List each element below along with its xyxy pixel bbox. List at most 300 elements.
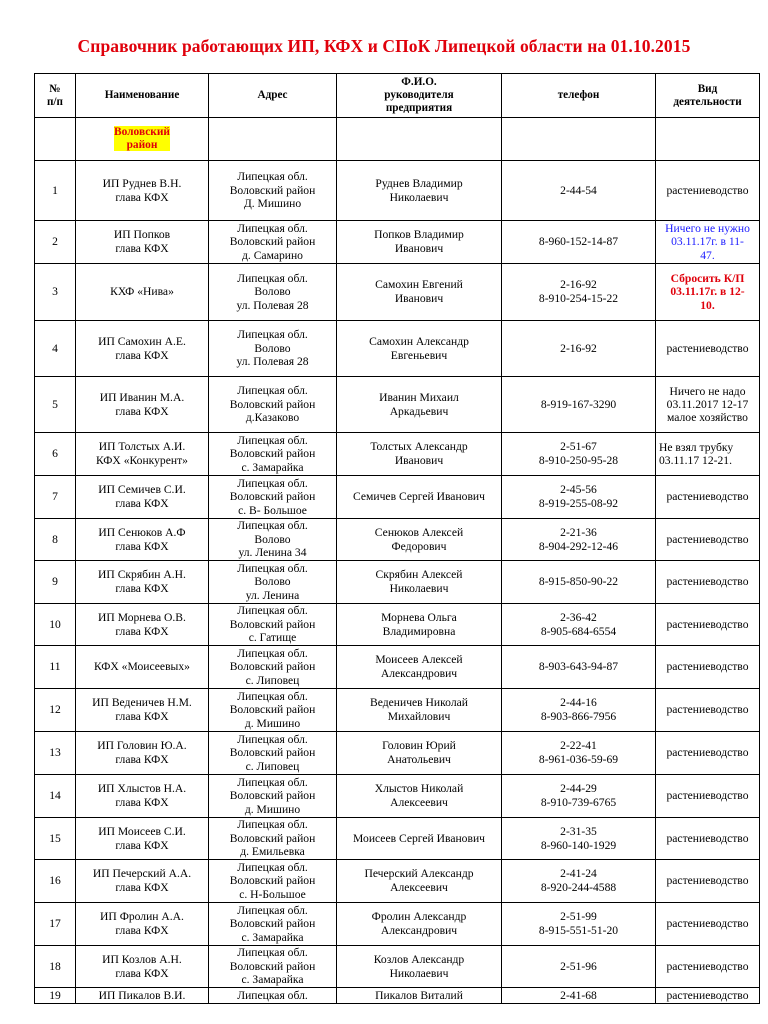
- cell-line: с. Гатище: [248, 631, 297, 645]
- cell-line: Липецкая обл.: [237, 433, 308, 447]
- cell-line: растениеводство: [666, 917, 749, 931]
- cell-line: 2-41-24: [560, 867, 597, 881]
- cell-phone-text: [504, 696, 653, 723]
- header-address: Адрес: [209, 74, 337, 118]
- cell-phone: [502, 604, 656, 646]
- cell-line: ИП Пикалов В.И.: [98, 988, 186, 1002]
- cell-head-text: [339, 228, 499, 255]
- cell-line: ИП Фролин А.А.: [100, 910, 184, 924]
- cell-activity-text: [658, 575, 757, 588]
- cell-line: ИП Попков: [113, 228, 171, 242]
- activity-note: [658, 272, 757, 312]
- activity-note: [658, 222, 757, 262]
- cell-line: Волово: [254, 285, 291, 299]
- cell-name-text: [78, 825, 206, 852]
- cell-name-text: [78, 391, 206, 418]
- cell-activity: [656, 561, 760, 604]
- cell-line: Иванович: [394, 242, 444, 255]
- cell-line: глава КФХ: [115, 624, 169, 638]
- registry-table: [34, 73, 760, 1004]
- table-row: [35, 946, 760, 988]
- table-row: [35, 732, 760, 775]
- cell-activity: [656, 689, 760, 732]
- cell-line: 2-31-35: [560, 824, 597, 838]
- cell-name-text: [78, 910, 206, 937]
- cell-line: 8-915-850-90-22: [538, 575, 619, 589]
- cell-name-text: [78, 483, 206, 510]
- cell-address-text: [211, 477, 334, 518]
- cell-name-text: [78, 696, 206, 723]
- cell-line: глава КФХ: [115, 966, 169, 980]
- cell-phone-text: [504, 960, 653, 974]
- cell-num: 3: [35, 264, 76, 321]
- cell-line: растениеводство: [666, 341, 749, 355]
- cell-activity: [656, 264, 760, 321]
- cell-address: [209, 732, 337, 775]
- cell-name: [76, 818, 209, 860]
- district-label: [114, 126, 170, 151]
- cell-line: Моисеев Сергей Иванович: [353, 831, 485, 845]
- cell-line: растениеводство: [666, 746, 749, 760]
- district-phone-cell: [502, 118, 656, 161]
- cell-line: малое хозяйство: [667, 411, 748, 425]
- cell-line: Воловский район: [229, 917, 316, 931]
- cell-address: [209, 646, 337, 689]
- cell-head-text: [339, 989, 499, 1003]
- cell-line: Липецкая обл.: [237, 646, 308, 660]
- district-activity-cell: [656, 118, 760, 161]
- cell-address: [209, 221, 337, 264]
- cell-line: растениеводство: [666, 703, 749, 717]
- cell-line: Пикалов Виталий: [375, 988, 463, 1002]
- cell-phone-text: [504, 483, 653, 510]
- cell-phone-text: [504, 235, 653, 249]
- cell-line: 2-44-54: [560, 183, 597, 197]
- cell-phone-text: [504, 910, 653, 937]
- cell-num: 10: [35, 604, 76, 646]
- cell-line: 47.: [700, 248, 715, 262]
- cell-head-text: [339, 335, 499, 362]
- cell-num: 16: [35, 860, 76, 903]
- cell-phone: [502, 818, 656, 860]
- activity-note: [658, 385, 757, 425]
- cell-line: Александрович: [380, 667, 458, 680]
- cell-phone-text: [504, 278, 653, 305]
- cell-line: 8-919-255-08-92: [538, 497, 619, 510]
- cell-line: Липецкая обл.: [237, 818, 308, 832]
- cell-num: 19: [35, 988, 76, 1004]
- table-row: [35, 561, 760, 604]
- cell-line: ИП Толстых А.И.: [98, 440, 186, 454]
- cell-line: ул. Ленина: [245, 588, 300, 602]
- cell-line: Алексеевич: [390, 881, 448, 894]
- cell-line: растениеводство: [666, 490, 749, 504]
- cell-address: [209, 561, 337, 604]
- cell-activity: [656, 433, 760, 476]
- cell-line: Семичев Сергей Иванович: [353, 490, 485, 504]
- cell-line: Моисеев Алексей: [375, 653, 463, 667]
- cell-name-text: [78, 782, 206, 809]
- table-row: [35, 161, 760, 221]
- cell-activity: [656, 646, 760, 689]
- cell-line: Хлыстов Николай: [374, 782, 464, 796]
- cell-line: растениеводство: [666, 988, 749, 1002]
- cell-address: [209, 689, 337, 732]
- cell-line: растениеводство: [666, 183, 749, 197]
- cell-num: 8: [35, 519, 76, 561]
- cell-line: с. В- Большое: [238, 503, 307, 517]
- cell-line: Самохин Александр: [369, 334, 469, 348]
- header-head-line: руководителя: [384, 89, 454, 101]
- cell-address-text: [211, 989, 334, 1003]
- cell-head: [337, 946, 502, 988]
- cell-line: ИП Самохин А.Е.: [98, 334, 186, 348]
- cell-address-text: [211, 733, 334, 774]
- cell-line: Владимировна: [382, 624, 456, 638]
- cell-num: 17: [35, 903, 76, 946]
- cell-num: 12: [35, 689, 76, 732]
- cell-line: Воловский район: [229, 959, 316, 973]
- district-head-cell: [337, 118, 502, 161]
- cell-line: 2-51-99: [560, 910, 597, 924]
- cell-line: растениеводство: [666, 831, 749, 845]
- cell-line: д. Самарино: [242, 248, 303, 262]
- cell-line: Самохин Евгений: [375, 278, 463, 292]
- cell-line: Д. Мишино: [243, 197, 302, 211]
- cell-phone: [502, 476, 656, 519]
- cell-line: ИП Скрябин А.Н.: [98, 568, 186, 582]
- cell-phone: [502, 946, 656, 988]
- cell-line: Веденичев Николай: [370, 696, 468, 710]
- cell-address: [209, 377, 337, 433]
- cell-line: ИП Головин Ю.А.: [97, 739, 187, 753]
- cell-line: Воловский район: [229, 490, 316, 504]
- cell-line: Руднев Владимир: [375, 176, 463, 190]
- table-header-row: [35, 74, 760, 118]
- cell-line: 2-16-92: [560, 341, 597, 355]
- cell-activity-text: [658, 660, 757, 673]
- header-num-line: п/п: [46, 95, 63, 108]
- cell-line: 8-961-036-59-69: [538, 753, 619, 766]
- cell-address: [209, 433, 337, 476]
- cell-head-text: [339, 653, 499, 680]
- cell-address: [209, 604, 337, 646]
- cell-line: 2-51-67: [560, 440, 597, 454]
- cell-head-text: [339, 490, 499, 504]
- cell-activity: [656, 946, 760, 988]
- header-num: [35, 74, 76, 118]
- cell-phone-text: [504, 825, 653, 852]
- cell-name: [76, 860, 209, 903]
- cell-line: Воловский район: [229, 831, 316, 845]
- cell-line: 2-41-68: [560, 988, 597, 1002]
- cell-line: д.Казаково: [245, 411, 300, 425]
- cell-address: [209, 860, 337, 903]
- cell-name-text: [78, 440, 206, 467]
- cell-line: Сенюков Алексей: [374, 525, 464, 539]
- cell-address-text: [211, 861, 334, 902]
- cell-head: [337, 604, 502, 646]
- cell-line: Воловский район: [229, 746, 316, 760]
- cell-address-text: [211, 690, 334, 731]
- cell-line: растениеводство: [666, 959, 749, 973]
- cell-address-text: [211, 647, 334, 688]
- cell-line: 8-920-244-4588: [540, 881, 617, 894]
- header-num-line: №: [49, 82, 61, 95]
- cell-line: с. Замарайка: [241, 460, 304, 474]
- cell-line: 2-44-16: [560, 696, 597, 710]
- cell-line: Воловский район: [229, 789, 316, 803]
- cell-line: Попков Владимир: [374, 228, 464, 242]
- cell-activity: [656, 519, 760, 561]
- cell-activity-text: [658, 789, 757, 802]
- cell-line: Николаевич: [389, 582, 449, 595]
- table-row: [35, 988, 760, 1004]
- cell-line: ИП Морнева О.В.: [98, 610, 186, 624]
- cell-line: ИП Иванин М.А.: [99, 390, 185, 404]
- cell-address: [209, 321, 337, 377]
- cell-line: 2-16-92: [560, 278, 597, 292]
- cell-num: 9: [35, 561, 76, 604]
- cell-line: 8-960-140-1929: [540, 838, 617, 852]
- cell-head: [337, 433, 502, 476]
- cell-activity-text: [658, 703, 757, 716]
- cell-phone: [502, 561, 656, 604]
- cell-address-text: [211, 562, 334, 603]
- cell-head: [337, 775, 502, 818]
- cell-activity: [656, 221, 760, 264]
- cell-line: Воловский район: [229, 703, 316, 717]
- cell-line: ИП Хлыстов Н.А.: [97, 782, 187, 796]
- cell-line: Липецкая обл.: [237, 519, 308, 533]
- cell-line: Николаевич: [389, 966, 449, 980]
- cell-activity-text: [658, 832, 757, 845]
- cell-line: ул. Полевая 28: [236, 298, 309, 312]
- table-row: [35, 264, 760, 321]
- cell-head: [337, 221, 502, 264]
- table-row: [35, 221, 760, 264]
- cell-phone: [502, 161, 656, 221]
- cell-line: Фролин Александр: [371, 910, 467, 924]
- cell-head-text: [339, 910, 499, 937]
- cell-line: растениеводство: [666, 660, 749, 674]
- cell-line: Аркадьевич: [389, 404, 449, 418]
- cell-phone-text: [504, 184, 653, 198]
- cell-address-text: [211, 434, 334, 475]
- cell-phone: [502, 377, 656, 433]
- cell-activity: [656, 604, 760, 646]
- cell-activity-text: [658, 184, 757, 197]
- cell-address: [209, 818, 337, 860]
- table-row: [35, 604, 760, 646]
- cell-line: Липецкая обл.: [237, 903, 308, 917]
- cell-activity: [656, 988, 760, 1004]
- cell-line: 2-36-42: [560, 610, 597, 624]
- cell-line: КХФ «Нива»: [110, 285, 174, 299]
- cell-line: ИП Козлов А.Н.: [102, 952, 182, 966]
- cell-line: Воловский район: [229, 617, 316, 631]
- cell-line: Морнева Ольга: [381, 610, 457, 624]
- cell-line: Липецкая обл.: [237, 170, 308, 184]
- cell-address-text: [211, 272, 334, 313]
- cell-line: глава КФХ: [115, 710, 169, 723]
- cell-line: 8-915-551-51-20: [538, 924, 619, 937]
- cell-activity-text: [658, 490, 757, 503]
- cell-name-text: [78, 611, 206, 638]
- cell-head-text: [339, 177, 499, 204]
- cell-line: глава КФХ: [115, 881, 169, 894]
- cell-phone-text: [504, 989, 653, 1003]
- cell-line: КФХ «Конкурент»: [96, 454, 188, 467]
- cell-line: глава КФХ: [115, 190, 169, 204]
- cell-phone-text: [504, 782, 653, 809]
- district-num-cell: [35, 118, 76, 161]
- cell-name-text: [78, 739, 206, 766]
- cell-name-text: [78, 285, 206, 299]
- cell-name: [76, 732, 209, 775]
- cell-name: [76, 161, 209, 221]
- page-title: Справочник работающих ИП, КФХ и СПоК Липецкой области на 01.10.2015: [77, 36, 691, 56]
- cell-line: 2-22-41: [560, 739, 597, 753]
- cell-name: [76, 946, 209, 988]
- cell-line: Липецкая обл.: [237, 732, 308, 746]
- cell-name: [76, 689, 209, 732]
- cell-line: Воловский район: [229, 397, 316, 411]
- cell-line: глава КФХ: [115, 838, 169, 852]
- cell-phone: [502, 264, 656, 321]
- cell-head: [337, 377, 502, 433]
- activity-note: [658, 441, 757, 467]
- cell-address-text: [211, 946, 334, 987]
- cell-line: растениеводство: [666, 874, 749, 888]
- cell-phone-text: [504, 739, 653, 766]
- cell-num: 13: [35, 732, 76, 775]
- cell-address: [209, 903, 337, 946]
- cell-line: растениеводство: [666, 532, 749, 546]
- cell-num: 14: [35, 775, 76, 818]
- cell-line: ул. Полевая 28: [236, 355, 309, 369]
- cell-head-text: [339, 782, 499, 809]
- cell-name: [76, 221, 209, 264]
- cell-line: глава КФХ: [115, 348, 169, 362]
- cell-head: [337, 860, 502, 903]
- cell-name: [76, 519, 209, 561]
- cell-line: 8-910-739-6765: [540, 796, 617, 809]
- district-label-line: район: [126, 138, 158, 151]
- cell-line: 8-904-292-12-46: [538, 539, 619, 553]
- table-row: [35, 903, 760, 946]
- cell-line: глава КФХ: [115, 582, 169, 595]
- cell-line: Липецкая обл.: [237, 946, 308, 960]
- cell-line: Скрябин Алексей: [375, 568, 463, 582]
- cell-line: Липецкая обл.: [237, 271, 308, 285]
- cell-line: Не взял трубку: [659, 440, 734, 454]
- cell-head-text: [339, 867, 499, 894]
- cell-num: 2: [35, 221, 76, 264]
- cell-activity-text: [658, 746, 757, 759]
- cell-line: КФХ «Моисеевых»: [94, 660, 190, 674]
- cell-line: Николаевич: [389, 190, 449, 204]
- cell-line: Липецкая обл.: [237, 384, 308, 398]
- cell-line: Воловский район: [229, 660, 316, 674]
- cell-name: [76, 646, 209, 689]
- cell-address-text: [211, 222, 334, 263]
- cell-activity: [656, 732, 760, 775]
- cell-address: [209, 775, 337, 818]
- table-row: [35, 377, 760, 433]
- cell-name-text: [78, 660, 206, 674]
- cell-head: [337, 476, 502, 519]
- cell-phone-text: [504, 660, 653, 674]
- cell-phone: [502, 775, 656, 818]
- cell-head: [337, 519, 502, 561]
- cell-name: [76, 988, 209, 1004]
- cell-line: Воловский район: [229, 183, 316, 197]
- cell-line: 2-45-56: [560, 483, 597, 497]
- cell-line: 8-919-167-3290: [540, 397, 617, 411]
- cell-head: [337, 321, 502, 377]
- cell-line: 10.: [700, 298, 715, 312]
- cell-activity: [656, 476, 760, 519]
- district-address-cell: [209, 118, 337, 161]
- cell-head: [337, 161, 502, 221]
- cell-line: Воловский район: [229, 235, 316, 249]
- cell-line: Ничего не нужно: [665, 222, 750, 236]
- cell-line: ИП Сенюков А.Ф: [98, 525, 186, 539]
- cell-phone: [502, 646, 656, 689]
- table-row: [35, 476, 760, 519]
- cell-line: 8-960-152-14-87: [538, 235, 619, 249]
- cell-line: ИП Семичев С.И.: [98, 483, 186, 497]
- cell-num: 18: [35, 946, 76, 988]
- cell-line: Липецкая обл.: [237, 561, 308, 575]
- cell-line: Михайлович: [387, 710, 451, 723]
- cell-line: 8-903-643-94-87: [538, 660, 619, 674]
- cell-phone-text: [504, 526, 653, 553]
- cell-line: с. Замарайка: [241, 930, 304, 944]
- cell-head: [337, 689, 502, 732]
- cell-activity-text: [658, 342, 757, 355]
- cell-head-text: [339, 832, 499, 846]
- cell-name-text: [78, 526, 206, 553]
- cell-name: [76, 903, 209, 946]
- cell-line: Липецкая обл.: [237, 476, 308, 490]
- cell-phone-text: [504, 867, 653, 894]
- cell-address-text: [211, 604, 334, 645]
- cell-line: с. Липовец: [245, 759, 300, 773]
- cell-line: Волово: [254, 341, 291, 355]
- cell-phone: [502, 988, 656, 1004]
- table-row: [35, 775, 760, 818]
- cell-line: Козлов Александр: [373, 952, 465, 966]
- cell-activity: [656, 775, 760, 818]
- cell-name-text: [78, 177, 206, 204]
- cell-address: [209, 946, 337, 988]
- cell-line: 2-21-36: [560, 525, 597, 539]
- cell-activity: [656, 377, 760, 433]
- table-row: [35, 433, 760, 476]
- cell-address-text: [211, 904, 334, 945]
- cell-address-text: [211, 328, 334, 369]
- cell-line: ИП Веденичев Н.М.: [92, 696, 192, 710]
- cell-name: [76, 604, 209, 646]
- district-label-line: Воловский: [114, 126, 170, 139]
- cell-address-text: [211, 818, 334, 859]
- cell-name: [76, 775, 209, 818]
- district-cell: [76, 118, 209, 161]
- cell-phone: [502, 221, 656, 264]
- cell-phone-text: [504, 440, 653, 467]
